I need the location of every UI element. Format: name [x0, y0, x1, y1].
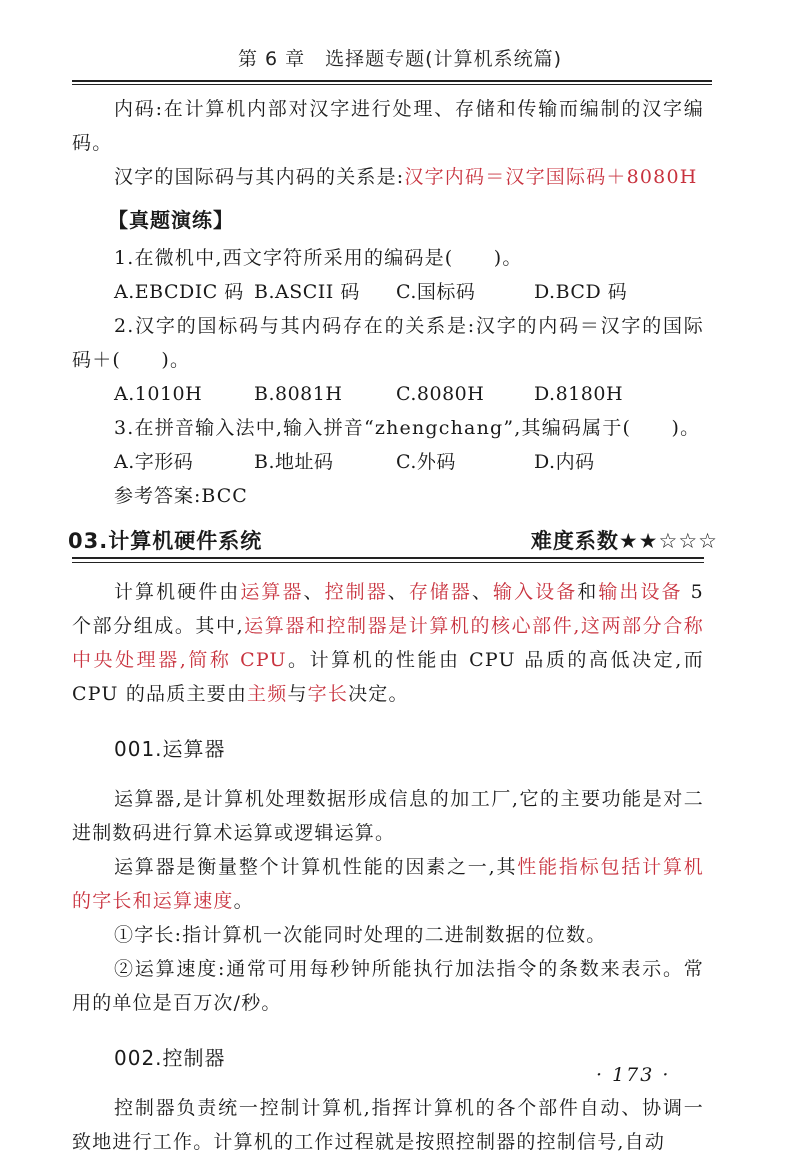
option: D.8180H — [534, 383, 624, 405]
text: 。 — [233, 890, 254, 912]
code-relation-formula: 汉字内码＝汉字国际码＋8080H — [404, 166, 698, 188]
performance-highlight: 性能指标包括计算机的字长和运算速度 — [72, 856, 704, 912]
difficulty-rating: 难度系数★★☆☆☆ — [530, 529, 718, 553]
running-header: 第 6 章 选择题专题(计算机系统篇) — [238, 48, 562, 70]
option: C.8080H — [396, 383, 485, 405]
page-number: · 173 · — [596, 1064, 671, 1086]
section-title: 03.计算机硬件系统 — [68, 529, 263, 553]
alu-word-length: ①字长:指计算机一次能同时处理的二进制数据的位数。 — [114, 924, 607, 946]
practice-title: 【真题演练】 — [108, 208, 234, 232]
separator: 、 — [303, 581, 325, 603]
text: 运算器是衡量整个计算机性能的因素之一,其 — [114, 856, 518, 878]
cpu-highlight: 运算器和控制器是计算机的核心部件,这两部分合称中央处理器,简称 CPU — [72, 615, 704, 671]
code-relation — [72, 160, 704, 194]
controller-paragraph: 控制器负责统一控制计算机,指挥计算机的各个部件自动、协调一致地进行工作。计算机的工作过程就是按照控制器的控制信号,自动 — [72, 1097, 704, 1153]
option: A.1010H — [114, 383, 203, 405]
alu-paragraph-1: 运算器,是计算机处理数据形成信息的加工厂,它的主要功能是对二进制数码进行算术运算或逻辑运算。 — [72, 788, 704, 844]
term-output: 输出设备 — [598, 581, 683, 603]
question-1-options — [72, 275, 704, 309]
option: A.EBCDIC 码 — [114, 281, 244, 303]
subheading-alu: 001.运算器 — [114, 737, 226, 761]
option: C.国标码 — [396, 281, 476, 303]
neima-definition: 内码:在计算机内部对汉字进行处理、存储和传输而编制的汉字编码。 — [72, 98, 704, 154]
question-3-options — [72, 445, 704, 479]
option: A.字形码 — [114, 451, 194, 473]
term-wordlength: 字长 — [307, 683, 349, 705]
option: B.地址码 — [254, 451, 334, 473]
text: 决定。 — [348, 683, 409, 705]
separator: 和 — [577, 581, 599, 603]
term-input: 输入设备 — [493, 581, 578, 603]
alu-paragraph-2 — [72, 850, 704, 918]
separator: 、 — [471, 581, 494, 603]
option: B.8081H — [254, 383, 343, 405]
term-controller: 控制器 — [324, 581, 388, 603]
question-2: 2.汉字的国标码与其内码存在的关系是:汉字的内码＝汉字的国际码＋( )。 — [72, 315, 704, 371]
header-rule — [72, 80, 712, 82]
answer-key: 参考答案:BCC — [114, 485, 248, 507]
term-frequency: 主频 — [247, 683, 288, 705]
option: D.BCD 码 — [534, 281, 628, 303]
text: 计算机硬件由 — [114, 581, 241, 603]
section-header — [68, 521, 718, 559]
text: 5 个部分组成。其中, — [72, 581, 704, 637]
term-memory: 存储器 — [408, 581, 472, 603]
question-3: 3.在拼音输入法中,输入拼音“zhengchang”,其编码属于( )。 — [114, 417, 701, 439]
page-body — [68, 92, 718, 1159]
text: 与 — [287, 683, 308, 705]
alu-speed: ②运算速度:通常可用每秒钟所能执行加法指令的条数来表示。常用的单位是百万次/秒。 — [72, 958, 704, 1014]
subheading-controller: 002.控制器 — [114, 1046, 226, 1070]
hardware-intro — [72, 575, 704, 711]
option: B.ASCII 码 — [254, 281, 360, 303]
option: D.内码 — [534, 451, 595, 473]
code-relation-text: 汉字的国际码与其内码的关系是: — [114, 166, 405, 188]
term-alu: 运算器 — [240, 581, 304, 603]
question-1: 1.在微机中,西文字符所采用的编码是( )。 — [114, 247, 523, 269]
header-rule-thin — [72, 84, 712, 85]
text: 。计算机的性能由 CPU 品质的高低决定,而 CPU 的品质主要由 — [72, 649, 704, 705]
separator: 、 — [387, 581, 409, 603]
section-rule — [72, 562, 704, 563]
option: C.外码 — [396, 451, 456, 473]
question-2-options — [72, 377, 704, 411]
